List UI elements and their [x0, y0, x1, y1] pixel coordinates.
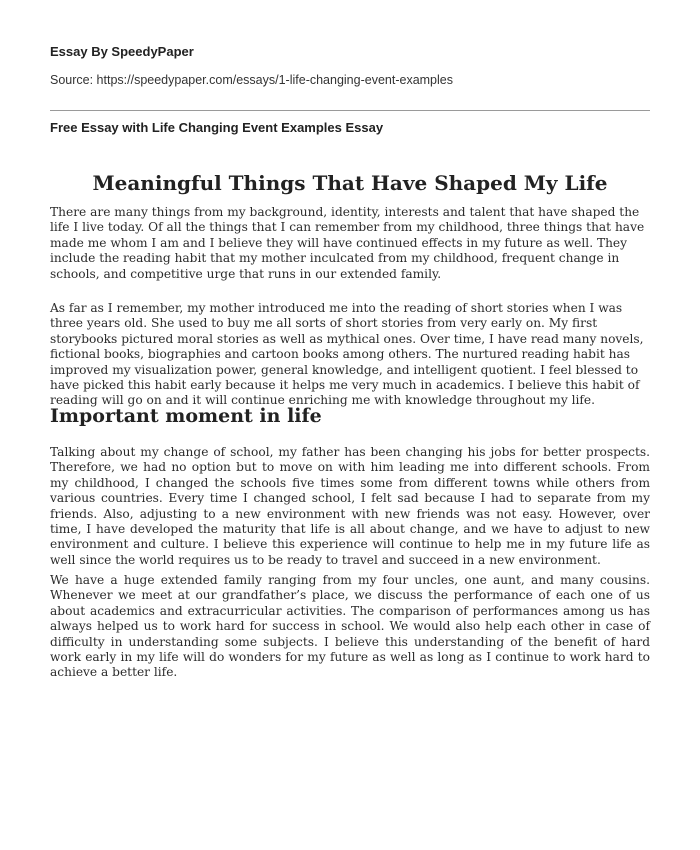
paragraph-4: We have a huge extended family ranging from my four uncles, one aunt, and many cousins. Whenever we meet at our grandfather’s place, we discuss the performance of each one of us about academics and extracurricular activities. The comparison of performances among us has always helped us to work hard for success in school. We would also help each other in case of difficulty in understanding some subjects. I believe this understanding of the benefit of hard work early in my life will do wonders for my future as well as long as I continue to work hard to achieve a better life. — [50, 573, 650, 680]
paragraph-3: Talking about my change of school, my father has been changing his jobs for better prospects. Therefore, we had no option but to move on with him leading me into different schools. From my childhood, I changed the schools five times some from different towns while others from various countries. Every time I changed school, I felt sad because I had to separate from my friends. Also, adjusting to a new environment with new friends was not easy. However, over time, I have developed the maturity that life is all about change, and we have to adjust to new environment and culture. I believe this experience will continue to help me in my future life as well since the world requires us to be ready to travel and succeed in a new environment. — [50, 445, 650, 567]
source-line: Source: https://speedypaper.com/essays/1-life-changing-event-examples — [50, 73, 453, 87]
paragraph-1: There are many things from my background, identity, interests and talent that have shaped the life I live today. Of all the things that I can remember from my childhood, three things that have made me whom I am and I believe they will have continued effects in my future as well. They include the reading habit that my mother inculcated from my childhood, frequent change in schools, and competitive urge that runs in our extended family. — [50, 205, 645, 281]
section-heading: Important moment in life — [50, 405, 322, 427]
brand-label: Essay By SpeedyPaper — [50, 44, 194, 59]
essay-title: Meaningful Things That Have Shaped My Life — [92, 171, 608, 195]
header-divider — [50, 110, 650, 111]
essay-subtitle: Free Essay with Life Changing Event Examples Essay — [50, 120, 384, 135]
paragraph-2: As far as I remember, my mother introduced me into the reading of short stories when I was three years old. She used to buy me all sorts of short stories from very early on. My first storybooks pictured moral stories as well as mythical ones. Over time, I have read many novels, fictional books, biographies and cartoon books among others. The nurtured reading habit has improved my visualization power, general knowledge, and intelligent quotient. I feel blessed to have picked this habit early because it helps me very much in academics. I believe this habit of reading will go on and it will continue enriching me with knowledge throughout my life. — [50, 301, 644, 408]
